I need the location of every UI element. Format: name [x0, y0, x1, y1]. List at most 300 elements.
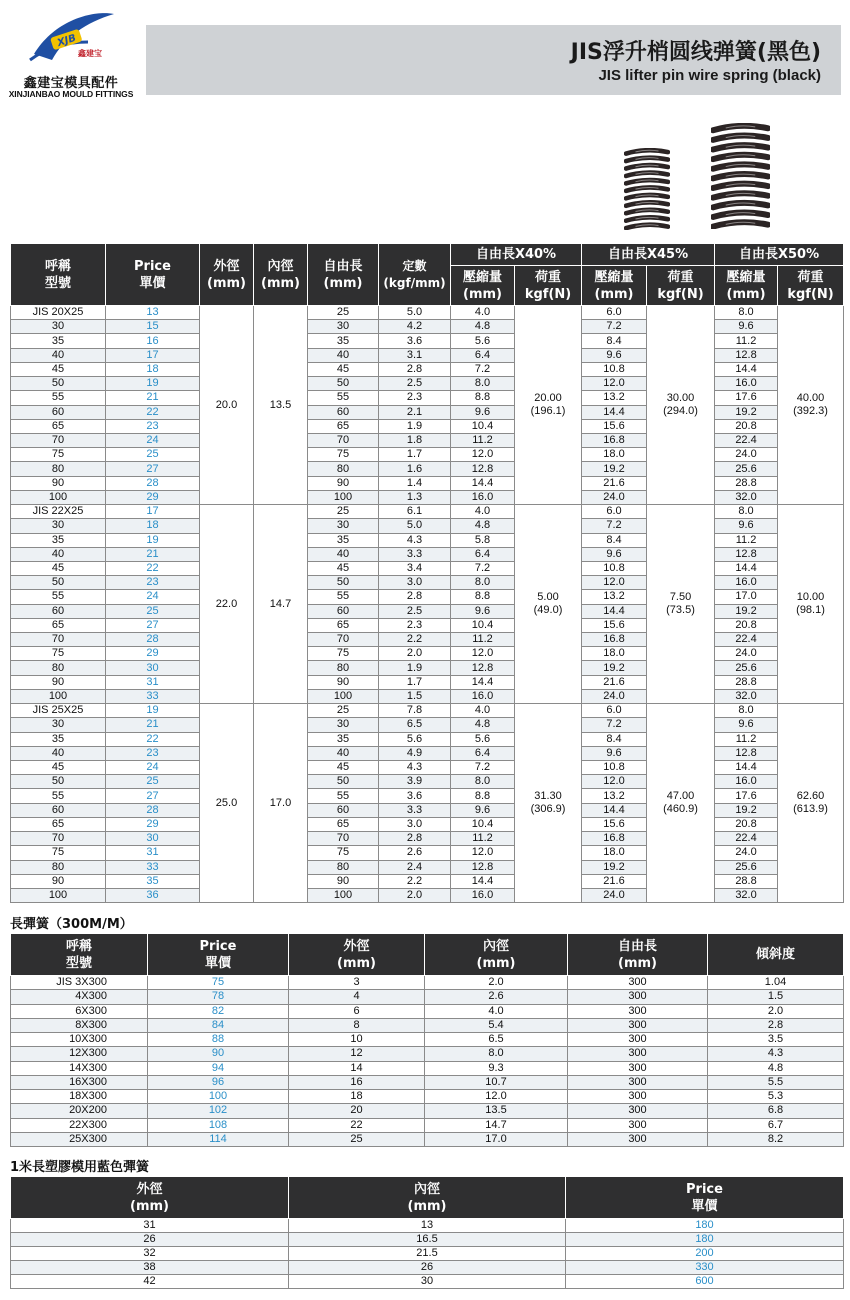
price-cell: 78	[148, 990, 289, 1004]
model-cell: 60	[11, 803, 106, 817]
table-row	[11, 1033, 844, 1047]
od-cell: 10	[289, 1033, 425, 1047]
free-length-cell: 80	[308, 661, 379, 675]
free-length-cell: 55	[308, 789, 379, 803]
compress-40-cell: 11.2	[451, 633, 515, 647]
compress-40-cell: 12.8	[451, 462, 515, 476]
compress-45-cell: 7.2	[582, 320, 647, 334]
table-row	[11, 1233, 844, 1247]
slope-cell: 1.5	[708, 990, 844, 1004]
constant-cell: 4.9	[379, 746, 451, 760]
constant-cell: 2.2	[379, 633, 451, 647]
compress-40-cell: 11.2	[451, 433, 515, 447]
table-row	[11, 320, 844, 334]
compress-50-cell: 8.0	[715, 505, 778, 519]
compress-45-cell: 12.0	[582, 775, 647, 789]
model-cell: 35	[11, 732, 106, 746]
od-cell: 25	[289, 1132, 425, 1146]
price-cell: 13	[106, 306, 200, 320]
model-cell: 60	[11, 405, 106, 419]
price-cell: 330	[566, 1261, 844, 1275]
table-row	[11, 1219, 844, 1233]
long-spring-section-title: 長彈簧（300M/M）	[10, 917, 133, 932]
compress-40-cell: 10.4	[451, 618, 515, 632]
id-cell: 9.3	[425, 1061, 568, 1075]
price-cell: 17	[106, 505, 200, 519]
price-cell: 18	[106, 362, 200, 376]
compress-40-cell: 16.0	[451, 888, 515, 902]
model-cell: 75	[11, 448, 106, 462]
table-row	[11, 362, 844, 376]
compress-50-cell: 28.8	[715, 874, 778, 888]
table-row	[11, 604, 844, 618]
compress-45-cell: 6.0	[582, 704, 647, 718]
table-row	[11, 746, 844, 760]
constant-cell: 2.5	[379, 377, 451, 391]
model-cell: 20X200	[11, 1104, 148, 1118]
constant-cell: 2.0	[379, 647, 451, 661]
price-cell: 36	[106, 888, 200, 902]
price-cell: 24	[106, 590, 200, 604]
model-cell: 14X300	[11, 1061, 148, 1075]
price-cell: 33	[106, 860, 200, 874]
model-cell: JIS 22X25	[11, 505, 106, 519]
model-cell: 100	[11, 888, 106, 902]
compress-40-cell: 5.6	[451, 732, 515, 746]
constant-cell: 3.3	[379, 547, 451, 561]
compress-50-cell: 11.2	[715, 732, 778, 746]
compress-45-cell: 16.8	[582, 832, 647, 846]
price-cell: 21	[106, 718, 200, 732]
compress-40-cell: 12.8	[451, 661, 515, 675]
compress-50-cell: 25.6	[715, 661, 778, 675]
header-price: Price 單價	[148, 934, 289, 976]
compress-50-cell: 22.4	[715, 832, 778, 846]
constant-cell: 3.3	[379, 803, 451, 817]
page-header	[0, 0, 850, 110]
free-length-cell: 300	[568, 1118, 708, 1132]
free-length-cell: 90	[308, 476, 379, 490]
compress-45-cell: 12.0	[582, 576, 647, 590]
constant-cell: 2.8	[379, 362, 451, 376]
constant-cell: 2.2	[379, 874, 451, 888]
compress-50-cell: 22.4	[715, 633, 778, 647]
spring-coil	[713, 126, 768, 130]
constant-cell: 2.3	[379, 391, 451, 405]
id-cell: 12.0	[425, 1090, 568, 1104]
compress-40-cell: 14.4	[451, 476, 515, 490]
price-cell: 75	[148, 976, 289, 990]
constant-cell: 2.1	[379, 405, 451, 419]
table-row	[11, 448, 844, 462]
free-length-cell: 40	[308, 746, 379, 760]
compress-45-cell: 14.4	[582, 604, 647, 618]
model-cell: 55	[11, 590, 106, 604]
compress-50-cell: 20.8	[715, 618, 778, 632]
compress-50-cell: 8.0	[715, 306, 778, 320]
company-name-cn: 鑫建宝模具配件	[23, 76, 119, 91]
model-cell: 40	[11, 547, 106, 561]
compress-45-cell: 19.2	[582, 661, 647, 675]
table-row	[11, 1061, 844, 1075]
table-row	[11, 689, 844, 703]
free-length-cell: 80	[308, 462, 379, 476]
price-cell: 200	[566, 1247, 844, 1261]
model-cell: 30	[11, 519, 106, 533]
free-length-cell: 45	[308, 362, 379, 376]
table-row	[11, 1132, 844, 1146]
model-cell: 70	[11, 633, 106, 647]
free-length-cell: 80	[308, 860, 379, 874]
table-row	[11, 476, 844, 490]
model-cell: JIS 3X300	[11, 976, 148, 990]
model-cell: 30	[11, 718, 106, 732]
free-length-cell: 40	[308, 547, 379, 561]
id-cell: 2.0	[425, 976, 568, 990]
price-cell: 600	[566, 1275, 844, 1289]
model-cell: 45	[11, 362, 106, 376]
constant-cell: 2.8	[379, 832, 451, 846]
compress-40-cell: 6.4	[451, 746, 515, 760]
compress-45-cell: 24.0	[582, 689, 647, 703]
header-group-45: 自由長X45%	[582, 244, 715, 266]
compress-45-cell: 6.0	[582, 306, 647, 320]
compress-50-cell: 16.0	[715, 377, 778, 391]
price-cell: 180	[566, 1233, 844, 1247]
table-row	[11, 433, 844, 447]
compress-40-cell: 7.2	[451, 362, 515, 376]
compress-50-cell: 16.0	[715, 576, 778, 590]
spring-coil	[713, 203, 768, 207]
table-row	[11, 547, 844, 561]
compress-50-cell: 14.4	[715, 362, 778, 376]
compress-50-cell: 24.0	[715, 647, 778, 661]
table-row	[11, 1004, 844, 1018]
model-cell: 70	[11, 832, 106, 846]
constant-cell: 5.0	[379, 306, 451, 320]
constant-cell: 3.6	[379, 334, 451, 348]
od-cell: 20.0	[200, 306, 254, 505]
header-model: 呼稱 型號	[11, 244, 106, 306]
free-length-cell: 25	[308, 505, 379, 519]
model-cell: 100	[11, 490, 106, 504]
model-cell: 55	[11, 391, 106, 405]
free-length-cell: 300	[568, 1104, 708, 1118]
svg-text:XJB: XJB	[55, 32, 78, 50]
model-cell: 90	[11, 675, 106, 689]
spring-coil	[713, 164, 768, 168]
price-cell: 15	[106, 320, 200, 334]
constant-cell: 7.8	[379, 704, 451, 718]
free-length-cell: 55	[308, 391, 379, 405]
header-od: 外徑 (mm)	[200, 244, 254, 306]
id-cell: 26	[289, 1261, 566, 1275]
compress-45-cell: 9.6	[582, 746, 647, 760]
od-cell: 20	[289, 1104, 425, 1118]
compress-50-cell: 14.4	[715, 761, 778, 775]
compress-50-cell: 11.2	[715, 533, 778, 547]
table-row	[11, 846, 844, 860]
compress-50-cell: 12.8	[715, 348, 778, 362]
table-row	[11, 1047, 844, 1061]
model-cell: 40	[11, 348, 106, 362]
model-cell: 6X300	[11, 1004, 148, 1018]
free-length-cell: 70	[308, 633, 379, 647]
compress-50-cell: 32.0	[715, 689, 778, 703]
price-cell: 88	[148, 1033, 289, 1047]
constant-cell: 3.9	[379, 775, 451, 789]
table-row	[11, 775, 844, 789]
price-cell: 180	[566, 1219, 844, 1233]
model-cell: 40	[11, 746, 106, 760]
compress-40-cell: 9.6	[451, 604, 515, 618]
model-cell: 50	[11, 775, 106, 789]
compress-45-cell: 10.8	[582, 761, 647, 775]
table-row	[11, 661, 844, 675]
price-cell: 23	[106, 419, 200, 433]
compress-40-cell: 4.8	[451, 519, 515, 533]
compress-40-cell: 5.8	[451, 533, 515, 547]
constant-cell: 1.8	[379, 433, 451, 447]
model-cell: 65	[11, 817, 106, 831]
table-row	[11, 590, 844, 604]
od-cell: 31	[11, 1219, 289, 1233]
slope-cell: 5.3	[708, 1090, 844, 1104]
table-row	[11, 1104, 844, 1118]
price-cell: 25	[106, 448, 200, 462]
free-length-cell: 45	[308, 561, 379, 575]
constant-cell: 1.5	[379, 689, 451, 703]
header-compress-45: 壓縮量 (mm)	[582, 266, 647, 306]
constant-cell: 3.6	[379, 789, 451, 803]
compress-50-cell: 28.8	[715, 476, 778, 490]
table-row	[11, 1275, 844, 1289]
compress-40-cell: 6.4	[451, 348, 515, 362]
free-length-cell: 300	[568, 976, 708, 990]
constant-cell: 2.0	[379, 888, 451, 902]
od-cell: 22	[289, 1118, 425, 1132]
constant-cell: 1.6	[379, 462, 451, 476]
compress-40-cell: 14.4	[451, 675, 515, 689]
compress-45-cell: 15.6	[582, 817, 647, 831]
free-length-cell: 90	[308, 874, 379, 888]
slope-cell: 2.0	[708, 1004, 844, 1018]
id-cell: 17.0	[425, 1132, 568, 1146]
table-row	[11, 732, 844, 746]
slope-cell: 6.8	[708, 1104, 844, 1118]
compress-40-cell: 4.0	[451, 306, 515, 320]
free-length-cell: 50	[308, 377, 379, 391]
price-cell: 28	[106, 476, 200, 490]
header-load-45: 荷重 kgf(N)	[647, 266, 715, 306]
compress-45-cell: 10.8	[582, 362, 647, 376]
spring-coil	[713, 155, 768, 159]
header-price: Price 單價	[566, 1177, 844, 1219]
compress-45-cell: 15.6	[582, 618, 647, 632]
table-row	[11, 888, 844, 902]
od-cell: 8	[289, 1018, 425, 1032]
model-cell: 90	[11, 476, 106, 490]
id-cell: 13.5	[425, 1104, 568, 1118]
compress-40-cell: 9.6	[451, 803, 515, 817]
model-cell: 45	[11, 561, 106, 575]
price-cell: 19	[106, 704, 200, 718]
constant-cell: 6.5	[379, 718, 451, 732]
compress-40-cell: 8.0	[451, 576, 515, 590]
table-row	[11, 334, 844, 348]
compress-40-cell: 16.0	[451, 689, 515, 703]
price-cell: 108	[148, 1118, 289, 1132]
compress-45-cell: 21.6	[582, 874, 647, 888]
model-cell: 80	[11, 462, 106, 476]
header-group-40: 自由長X40%	[451, 244, 582, 266]
spring-coil	[713, 193, 768, 197]
header-free-length: 自由長 (mm)	[568, 934, 708, 976]
price-cell: 19	[106, 377, 200, 391]
free-length-cell: 70	[308, 433, 379, 447]
table-row	[11, 1118, 844, 1132]
page-title-cn: JIS浮升梢圆线弹簧(黑色)	[570, 40, 821, 65]
compress-45-cell: 14.4	[582, 803, 647, 817]
compress-50-cell: 17.0	[715, 590, 778, 604]
header-od: 外徑 (mm)	[289, 934, 425, 976]
id-cell: 2.6	[425, 990, 568, 1004]
compress-45-cell: 14.4	[582, 405, 647, 419]
price-cell: 31	[106, 846, 200, 860]
model-cell: 30	[11, 320, 106, 334]
id-cell: 8.0	[425, 1047, 568, 1061]
od-cell: 12	[289, 1047, 425, 1061]
model-cell: 8X300	[11, 1018, 148, 1032]
free-length-cell: 35	[308, 334, 379, 348]
model-cell: 22X300	[11, 1118, 148, 1132]
slope-cell: 4.8	[708, 1061, 844, 1075]
price-cell: 84	[148, 1018, 289, 1032]
table-row	[11, 761, 844, 775]
price-cell: 16	[106, 334, 200, 348]
model-cell: 80	[11, 661, 106, 675]
price-cell: 19	[106, 533, 200, 547]
constant-cell: 1.7	[379, 448, 451, 462]
free-length-cell: 60	[308, 803, 379, 817]
model-cell: 75	[11, 846, 106, 860]
header-id: 內徑 (mm)	[289, 1177, 566, 1219]
price-cell: 23	[106, 576, 200, 590]
compress-45-cell: 24.0	[582, 490, 647, 504]
header-price: Price 單價	[106, 244, 200, 306]
load-40-cell: 5.00 (49.0)	[515, 505, 582, 704]
model-cell: 100	[11, 689, 106, 703]
table-row	[11, 1075, 844, 1089]
table-row	[11, 405, 844, 419]
jis-spring-table	[10, 243, 844, 903]
compress-50-cell: 24.0	[715, 448, 778, 462]
compress-40-cell: 12.0	[451, 448, 515, 462]
constant-cell: 2.8	[379, 590, 451, 604]
header-slope: 傾斜度	[708, 934, 844, 976]
constant-cell: 1.9	[379, 419, 451, 433]
compress-40-cell: 7.2	[451, 561, 515, 575]
small-spring-image	[624, 148, 670, 230]
load-50-cell: 10.00 (98.1)	[778, 505, 844, 704]
od-cell: 3	[289, 976, 425, 990]
price-cell: 30	[106, 661, 200, 675]
price-cell: 33	[106, 689, 200, 703]
free-length-cell: 100	[308, 888, 379, 902]
model-cell: 50	[11, 576, 106, 590]
spring-coil	[713, 174, 768, 178]
model-cell: 70	[11, 433, 106, 447]
compress-50-cell: 32.0	[715, 490, 778, 504]
compress-45-cell: 9.6	[582, 547, 647, 561]
table-row	[11, 633, 844, 647]
free-length-cell: 300	[568, 1075, 708, 1089]
price-cell: 96	[148, 1075, 289, 1089]
slope-cell: 6.7	[708, 1118, 844, 1132]
constant-cell: 3.0	[379, 817, 451, 831]
compress-45-cell: 18.0	[582, 846, 647, 860]
compress-40-cell: 10.4	[451, 817, 515, 831]
compress-45-cell: 13.2	[582, 391, 647, 405]
slope-cell: 5.5	[708, 1075, 844, 1089]
free-length-cell: 30	[308, 718, 379, 732]
table-row	[11, 561, 844, 575]
header-group-50: 自由長X50%	[715, 244, 844, 266]
id-cell: 4.0	[425, 1004, 568, 1018]
compress-45-cell: 13.2	[582, 789, 647, 803]
free-length-cell: 300	[568, 1047, 708, 1061]
price-cell: 24	[106, 433, 200, 447]
compress-45-cell: 12.0	[582, 377, 647, 391]
compress-50-cell: 8.0	[715, 704, 778, 718]
constant-cell: 2.3	[379, 618, 451, 632]
price-cell: 27	[106, 618, 200, 632]
free-length-cell: 35	[308, 732, 379, 746]
compress-45-cell: 10.8	[582, 561, 647, 575]
price-cell: 100	[148, 1090, 289, 1104]
id-cell: 10.7	[425, 1075, 568, 1089]
constant-cell: 6.1	[379, 505, 451, 519]
compress-50-cell: 9.6	[715, 718, 778, 732]
header-load-50: 荷重 kgf(N)	[778, 266, 844, 306]
table-row	[11, 976, 844, 990]
slope-cell: 3.5	[708, 1033, 844, 1047]
table-row	[11, 874, 844, 888]
compress-40-cell: 9.6	[451, 405, 515, 419]
free-length-cell: 300	[568, 1033, 708, 1047]
table-row	[11, 519, 844, 533]
compress-45-cell: 8.4	[582, 732, 647, 746]
compress-45-cell: 13.2	[582, 590, 647, 604]
compress-50-cell: 16.0	[715, 775, 778, 789]
free-length-cell: 70	[308, 832, 379, 846]
compress-40-cell: 6.4	[451, 547, 515, 561]
compress-50-cell: 28.8	[715, 675, 778, 689]
compress-40-cell: 4.0	[451, 704, 515, 718]
free-length-cell: 90	[308, 675, 379, 689]
free-length-cell: 300	[568, 1132, 708, 1146]
compress-45-cell: 18.0	[582, 448, 647, 462]
model-cell: 90	[11, 874, 106, 888]
price-cell: 35	[106, 874, 200, 888]
constant-cell: 1.3	[379, 490, 451, 504]
compress-40-cell: 10.4	[451, 419, 515, 433]
header-constant: 定數 (kgf/mm)	[379, 244, 451, 306]
compress-50-cell: 9.6	[715, 320, 778, 334]
spring-coil	[713, 145, 768, 149]
compress-50-cell: 12.8	[715, 746, 778, 760]
free-length-cell: 75	[308, 647, 379, 661]
